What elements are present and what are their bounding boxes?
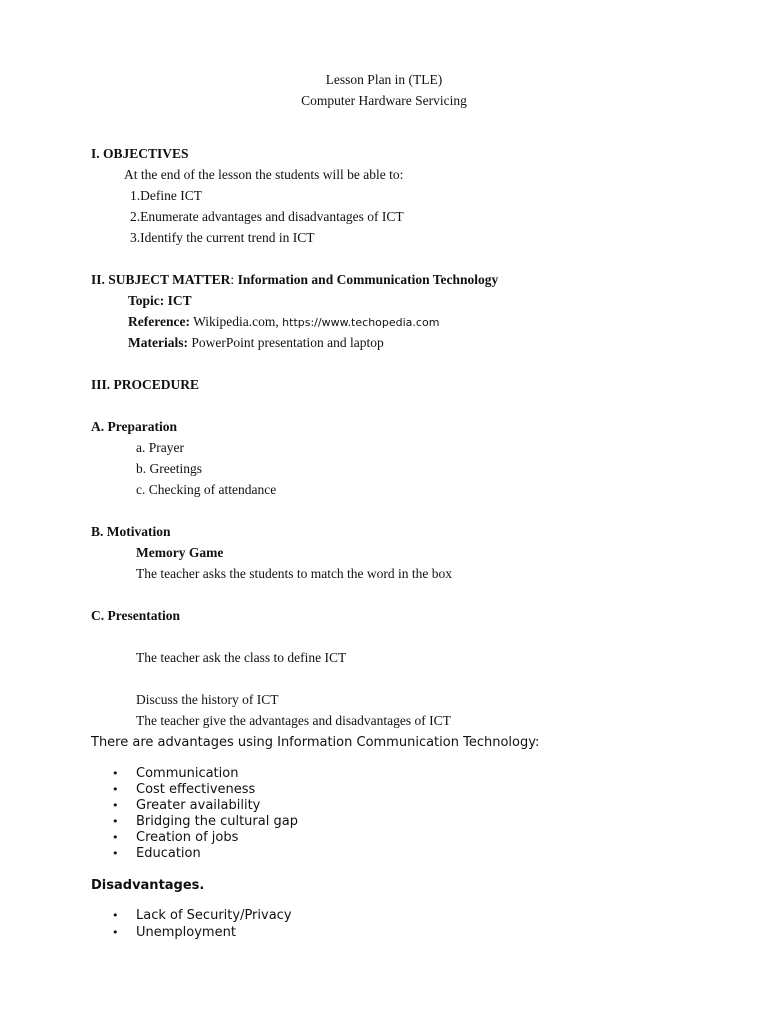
- presentation-line: The teacher give the advantages and disadvantages of ICT: [136, 713, 451, 728]
- disadvantage-item: Unemployment: [136, 925, 236, 940]
- objective-item: 1.Define ICT: [130, 188, 202, 203]
- motivation-text: The teacher asks the students to match the word in the box: [136, 566, 453, 581]
- presentation-heading: C. Presentation: [91, 608, 180, 623]
- objective-item: 3.Identify the current trend in ICT: [130, 230, 315, 245]
- objectives-intro: At the end of the lesson the students will be able to:: [124, 167, 404, 182]
- advantage-item: Cost effectiveness: [136, 782, 256, 797]
- bullet-icon: •: [112, 831, 119, 844]
- materials-value: PowerPoint presentation and laptop: [187, 335, 384, 350]
- reference-value: Wikipedia.com,: [189, 314, 283, 329]
- bullet-icon: •: [112, 847, 119, 860]
- reference-line: [128, 314, 439, 331]
- preparation-item: a. Prayer: [136, 440, 184, 455]
- objective-item: 2.Enumerate advantages and disadvantages of ICT: [130, 209, 404, 224]
- document-title: Lesson Plan in (TLE): [325, 72, 443, 87]
- bullet-icon: •: [112, 799, 119, 812]
- subject-matter-title: Information and Communication Technology: [237, 272, 499, 287]
- advantage-item: Greater availability: [136, 798, 261, 813]
- disadvantage-item: Lack of Security/Privacy: [136, 908, 292, 923]
- preparation-item: b. Greetings: [136, 461, 202, 476]
- subject-matter-line: [91, 272, 498, 288]
- reference-url: https://www.techopedia.com: [282, 316, 440, 329]
- document-subtitle: Computer Hardware Servicing: [301, 93, 467, 108]
- bullet-icon: •: [112, 767, 119, 780]
- presentation-line: The teacher ask the class to define ICT: [136, 650, 347, 665]
- bullet-icon: •: [112, 815, 119, 828]
- advantage-item: Creation of jobs: [136, 830, 239, 845]
- procedure-heading: III. PROCEDURE: [91, 377, 200, 392]
- disadvantages-heading: Disadvantages.: [91, 878, 205, 893]
- topic-label: Topic: ICT: [128, 293, 192, 308]
- subject-matter-heading: II. SUBJECT MATTER: [91, 272, 231, 287]
- objectives-heading: I. OBJECTIVES: [91, 146, 189, 161]
- reference-label: Reference:: [128, 314, 190, 329]
- advantage-item: Education: [136, 846, 201, 861]
- bullet-icon: •: [112, 783, 119, 796]
- materials-label: Materials:: [128, 335, 188, 350]
- motivation-heading: B. Motivation: [91, 524, 171, 539]
- materials-line: [128, 335, 384, 351]
- advantage-item: Bridging the cultural gap: [136, 814, 298, 829]
- preparation-heading: A. Preparation: [91, 419, 177, 434]
- motivation-subheading: Memory Game: [136, 545, 224, 560]
- bullet-icon: •: [112, 926, 119, 939]
- presentation-line: Discuss the history of ICT: [136, 692, 279, 707]
- bullet-icon: •: [112, 909, 119, 922]
- advantages-intro: There are advantages using Information Communication Technology:: [91, 735, 540, 750]
- advantage-item: Communication: [136, 766, 239, 781]
- subject-matter-colon: :: [230, 272, 238, 287]
- preparation-item: c. Checking of attendance: [136, 482, 277, 497]
